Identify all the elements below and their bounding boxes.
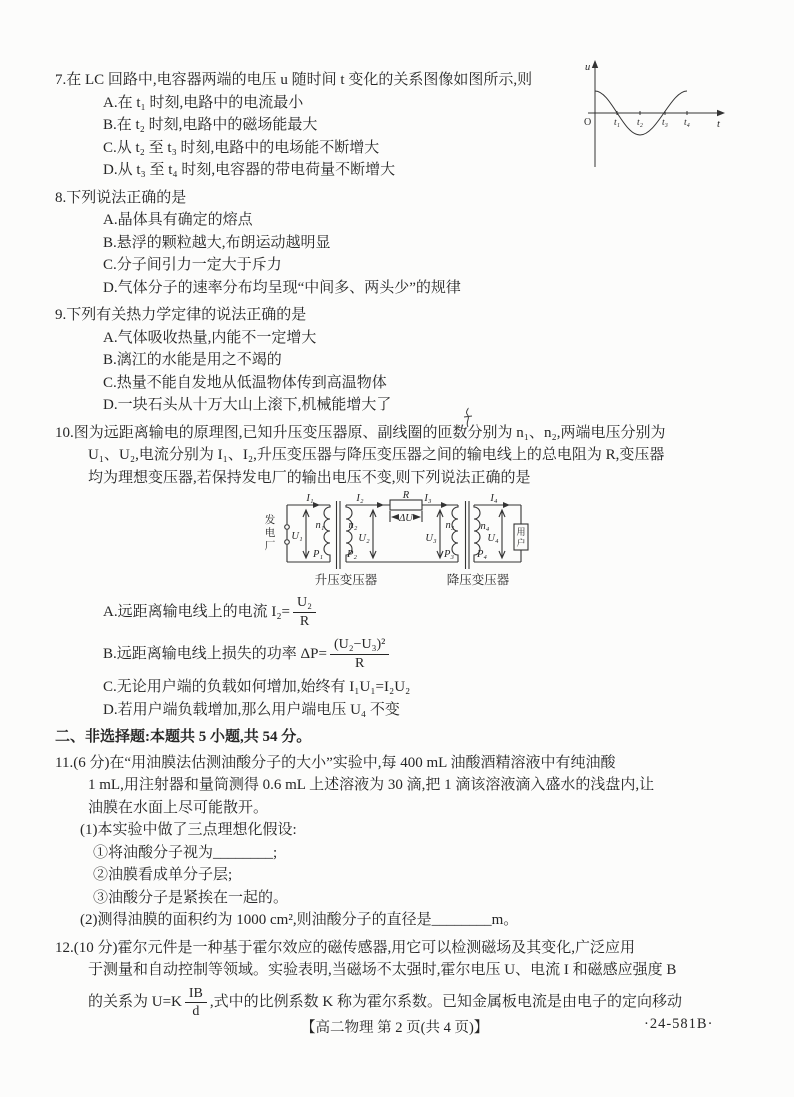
q10-option-b [103, 632, 761, 676]
i1-arrowhead [313, 502, 320, 508]
question-9 [55, 304, 761, 417]
q7-stem: 7.在 LC 回路中,电容器两端的电压 u 随时间 t 变化的关系图像如图所示,则 [55, 72, 533, 88]
q7-option-c: C.从 t₂ 至 t₃ 时刻,电路中的电场能不断增大 [103, 139, 380, 156]
fraction-ib-over-d [185, 985, 207, 1021]
transmission-circuit-figure [240, 491, 570, 588]
label-p1: P₁ [312, 549, 324, 560]
i2-arrowhead [377, 502, 384, 508]
q9-option-d: D.一块石头从十万大山上滚下,机械能增大了 [103, 397, 392, 413]
du-left-arrowhead [391, 514, 399, 520]
q7-option-d: D.从 t₃ 至 t₄ 时刻,电容器的带电荷量不断增大 [103, 162, 396, 178]
y-axis-arrowhead [592, 60, 598, 68]
step-down-transformer-label: 降压变压器 [446, 573, 510, 587]
q12-formula-pre: 的关系为 U=K [88, 994, 182, 1011]
label-n4: n₄ [480, 521, 490, 532]
question-12 [55, 937, 761, 1024]
i4-arrowhead [503, 502, 510, 508]
section-2-header: 二、非选择题:本题共 5 小题,共 54 分。 [55, 729, 312, 745]
footer-paper-code: ·24-581B· [644, 1016, 714, 1032]
q12-stem-line2: 于测量和自动控制等领域。实验表明,当磁场不太强时,霍尔电压 U、电流 I 和磁感应强度 B [88, 962, 677, 978]
label-u1: U₁ [291, 531, 303, 542]
q11-stem-line1: 11.(6 分)在“用油膜法估测油酸分子的大小”实验中,每 400 mL 油酸酒精溶液中有纯油酸 [55, 754, 616, 771]
q12-stem-line1: 12.(10 分)霍尔元件是一种基于霍尔效应的磁传感器,用它可以检测磁场及其变化,广泛应用 [55, 939, 635, 956]
fraction-u2-over-r [293, 594, 316, 630]
q8-option-a: A.晶体具有确定的熔点 [103, 212, 253, 228]
label-u3: U₃ [425, 533, 437, 544]
q9-option-a: A.气体吸收热量,内能不一定增大 [103, 329, 317, 346]
q7-voltage-time-graph [583, 57, 748, 172]
x-axis-arrowhead [717, 110, 725, 116]
q10-option-b-text: B.远距离输电线上损失的功率 ΔP= [103, 645, 327, 662]
q11-assumption-2: ②油膜看成单分子层; [93, 867, 233, 883]
q10-stem-line3: 均为理想变压器,若保持发电厂的输出电压不变,则下列说法正确的是 [88, 469, 531, 486]
label-i2: I₂ [356, 493, 364, 504]
q10-option-d: D.若用户端负载增加,那么用户端电压 U₄ 不变 [103, 701, 400, 718]
q11-assumption-1: ①将油酸分子视为________; [93, 844, 278, 861]
label-t3: t₃ [662, 118, 668, 128]
power-plant-char3: 厂 [264, 541, 276, 552]
power-plant-char1: 发 [264, 515, 276, 526]
q12-formula-post: ,式中的比例系数 K 称为霍尔系数。已知金属板电流是由电子的定向移动 [209, 994, 682, 1011]
fraction-denominator: d [192, 1004, 200, 1019]
q11-part2: (2)测得油膜的面积约为 1000 cm²,则油酸分子的直径是________m。 [80, 912, 519, 928]
fraction-numerator: U₂ [293, 594, 316, 613]
label-p4: P₄ [476, 549, 488, 560]
label-du: ΔU [399, 513, 413, 524]
q10-option-a [103, 592, 761, 632]
q10-stem-line1: 10.图为远距离输电的原理图,已知升压变压器原、副线圈的匝数分别为 n₁、n₂,两端电压分别为 [55, 424, 666, 441]
label-p2: P₂ [346, 549, 358, 560]
exam-content [55, 69, 761, 1029]
label-u2: U₂ [358, 533, 370, 544]
q7-option-a: A.在 t₁ 时刻,电路中的电流最小 [103, 94, 304, 111]
label-n2: n₂ [348, 520, 358, 531]
label-p3: P₃ [443, 549, 455, 560]
fraction-numerator: IB [185, 985, 207, 1004]
label-t-axis: t [717, 119, 720, 130]
fraction-denominator: R [355, 655, 365, 671]
q10-option-a-text: A.远距离输电线上的电流 I₂= [103, 603, 291, 620]
power-plant-char2: 电 [264, 528, 276, 539]
fraction-numerator: (U₂−U₃)² [330, 636, 389, 655]
label-t1: t₁ [614, 118, 620, 128]
q7-option-b: B.在 t₂ 时刻,电路中的磁场能最大 [103, 117, 318, 133]
label-n1: n₁ [315, 520, 325, 531]
q11-stem-line3: 油膜在水面上尽可能散开。 [88, 799, 269, 816]
label-i1: I₁ [306, 493, 314, 504]
user-char1: 用 [516, 527, 526, 537]
q11-assumption-3: ③油酸分子是紧挨在一起的。 [93, 889, 289, 906]
q10-stem-line2: U₁、U₂,电流分别为 I₁、I₂,升压变压器与降压变压器之间的输电线上的总电阻为 R,变压器 [88, 447, 665, 463]
q11-stem-line2: 1 mL,用注射器和量筒测得 0.6 mL 上述溶液为 30 滴,把 1 滴该溶液滴入盛水的浅盘内,让 [88, 777, 655, 793]
q8-option-c: C.分子间引力一定大于斥力 [103, 257, 282, 273]
q8-option-d: D.气体分子的速率分布均呈现“中间多、两头少”的规律 [103, 279, 461, 296]
label-origin: O [584, 117, 592, 128]
q11-part1: (1)本实验中做了三点理想化假设: [80, 822, 297, 838]
q8-option-b: B.悬浮的颗粒越大,布朗运动越明显 [103, 234, 331, 251]
stray-pen-mark [461, 407, 475, 429]
label-t4: t₄ [684, 118, 690, 128]
fraction-denominator: R [299, 613, 310, 629]
step-up-transformer-label: 升压变压器 [314, 573, 378, 587]
label-r: R [402, 491, 410, 501]
question-11 [55, 752, 761, 932]
q10-option-c: C.无论用户端的负载如何增加,始终有 I₁U₁=I₂U₂ [103, 679, 411, 695]
label-n3: n₃ [445, 520, 455, 531]
label-i3: I₃ [424, 493, 432, 504]
question-8 [55, 187, 761, 300]
q9-stem: 9.下列有关热力学定律的说法正确的是 [55, 307, 307, 323]
q9-option-b: B.漓江的水能是用之不竭的 [103, 352, 282, 368]
footer-page-info: 【高二物理 第 2 页(共 4 页)】 [301, 1020, 489, 1036]
label-i4: I₄ [490, 493, 498, 504]
user-char2: 户 [516, 538, 526, 548]
q9-option-c: C.热量不能自发地从低温物体传到高温物体 [103, 374, 387, 391]
label-u-axis: u [585, 62, 591, 73]
label-t2: t₂ [637, 118, 643, 128]
question-10 [55, 422, 761, 722]
q10-transmission-diagram [240, 491, 761, 588]
du-right-arrowhead [413, 514, 421, 520]
label-u4: U₄ [487, 533, 499, 544]
fraction-loss-power [330, 636, 389, 672]
q8-stem: 8.下列说法正确的是 [55, 189, 187, 206]
i3-arrowhead [441, 502, 448, 508]
